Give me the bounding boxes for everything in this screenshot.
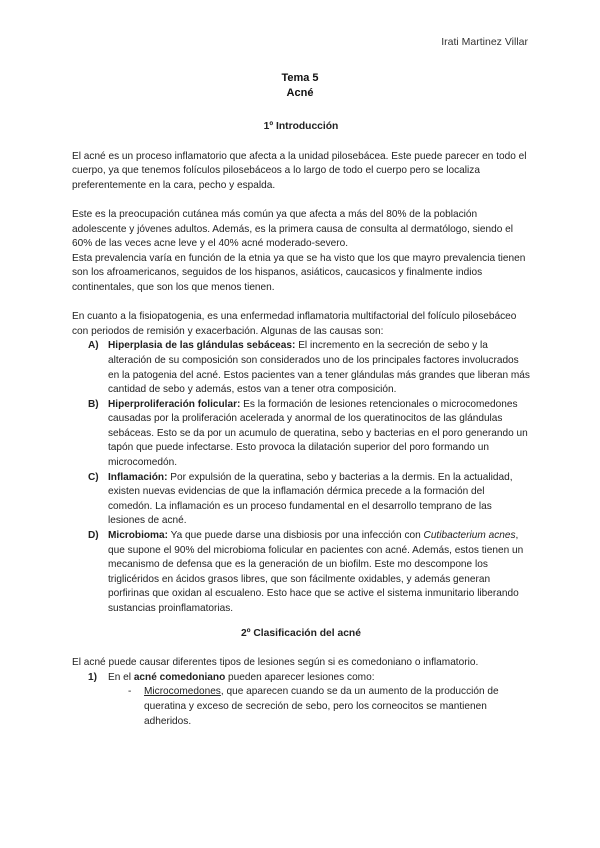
list-marker: 1): [88, 671, 97, 683]
list-item: [72, 398, 530, 471]
paragraph: El acné puede causar diferentes tipos de lesiones según si es comedoniano o inflamatorio.: [72, 657, 479, 669]
list-term: Hiperplasia de las glándulas sebáceas:: [108, 340, 296, 352]
numbered-item: [72, 671, 530, 686]
dash-marker: -: [128, 686, 132, 698]
list-item: [72, 339, 530, 397]
paragraph: En cuanto a la fisiopatogenia, es una enfermedad inflamatoria multifactorial del folículo pilosebáceo con periodos de remisión y exacerbación. Algunas de las causas son:: [72, 311, 517, 337]
list-text: En el: [108, 671, 134, 683]
section-heading-introduccion: 1º Introducción: [263, 121, 339, 132]
list-text: pueden aparecer lesiones como:: [225, 671, 375, 683]
list-text: , que aparecen cuando se da un aumento de la producción de queratina y exceso de secreción de sebo, pero los corneocitos se mantienen adheridos.: [144, 686, 499, 727]
paragraph: El acné es un proceso inflamatorio que afecta a la unidad pilosebácea. Este puede parecer en todo el cuerpo, ya que tenemos folículos pilosebáceos a lo largo de todo el cuerpo pero se localiza preferentemente en la cara, pecho y espalda.: [72, 150, 527, 191]
list-text: , que supone el 90% del microbioma folicular en pacientes con acné. Además, estos tienen un mecanismo de defensa que es la generación de un biofilm. Este mo descompone los triglicéridos en ácidos grasos libres, que son fácilmente oxidables, y además generan porfirinas que oxidan al escualeno. Esto hace que se active el sistema inmunitario liberando sustancias proinflamatorias.: [108, 530, 524, 614]
list-text: Por expulsión de la queratina, sebo y bacterias a la dermis. En la actualidad, existen nuevas evidencias de que la inflamación dérmica precede a la formación del comedón. La inflamación es un proceso fundamental en el desarrollo temprano de las lesiones de acné.: [108, 471, 513, 527]
list-term: Inflamación:: [108, 471, 168, 483]
list-term: Hiperproliferación folicular:: [108, 398, 241, 410]
lesion-name: Microcomedones: [144, 686, 221, 698]
causes-list: [72, 339, 530, 616]
paragraph: Esta prevalencia varía en función de la etnia ya que se ha visto que los que mayro prevalencia tienen son los afroamericanos, seguidos de los hispanos, asiáticos, caucasicos y finalmente indios continentales, que son los que menos tienen.: [72, 252, 526, 293]
list-marker: D): [88, 530, 99, 542]
topic-title: Tema 5: [281, 72, 319, 84]
list-term: Microbioma:: [108, 530, 169, 542]
list-item: [72, 471, 530, 529]
author-name: Irati Martinez Villar: [441, 36, 528, 48]
list-marker: A): [88, 340, 99, 352]
document-body: [72, 120, 530, 729]
list-term: acné comedoniano: [133, 671, 226, 683]
list-marker: C): [88, 471, 99, 483]
list-text: Ya que puede darse una disbiosis por una infección con: [168, 530, 424, 542]
sub-list-item: [72, 685, 530, 729]
list-text: Es la formación de lesiones retencionales o microcomedones causadas por la proliferación acelerada y anormal de los queratinocitos de las glándulas sebáceas. Esto se da por un acumulo de queratina, sebo y bacterias en el poro generando un tapón que puede infectarse. Esto provoca la dilatación superior del poro formando un microcomedón.: [108, 398, 528, 469]
list-marker: B): [88, 398, 99, 410]
list-text: El incremento en la secreción de sebo y la alteración de su composición son considerados uno de los principales factores involucrados en la patogenia del acné. Estos pacientes van a tener glándulas más grandes que liberan más cantidad de sebo y además, estos van a tener otra composición.: [108, 340, 530, 396]
species-name: Cutibacterium acnes: [423, 530, 516, 542]
paragraph: Este es la preocupación cutánea más común ya que afecta a más del 80% de la población adolescente y jóvenes adultos. Además, es la primera causa de consulta al dermatólogo, siendo el 60% de las veces acne leve y el 40% acné moderado-severo.: [72, 208, 514, 250]
section-heading-clasificacion: 2º Clasificación del acné: [241, 627, 361, 639]
list-item: [72, 529, 530, 617]
subject-title: Acné: [286, 87, 314, 99]
